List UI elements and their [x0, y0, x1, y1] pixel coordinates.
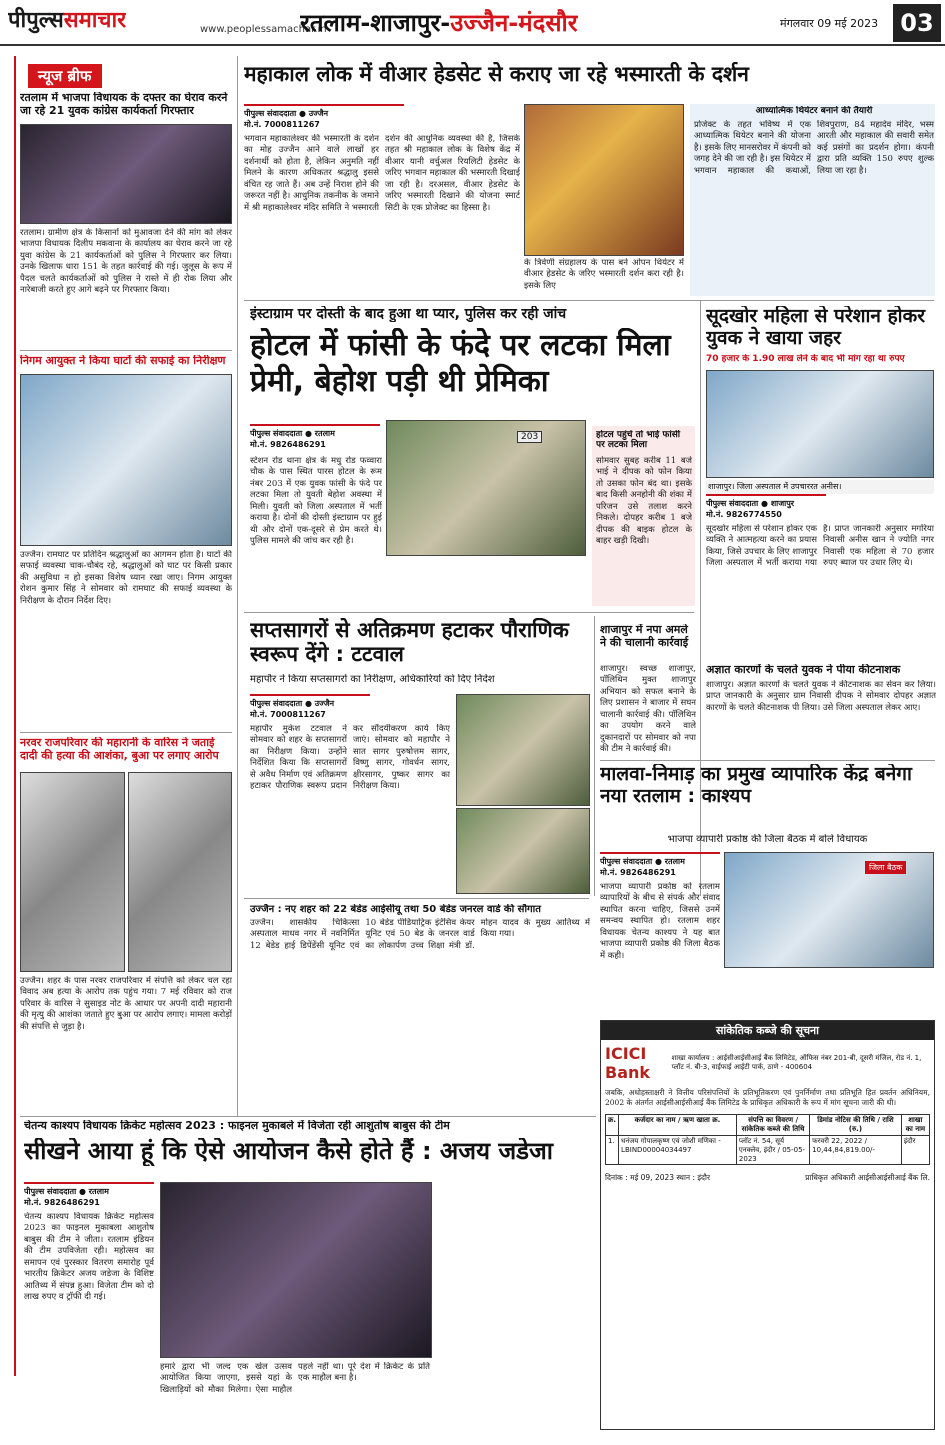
encroach-photo-1 [456, 694, 590, 806]
legal-notice [600, 1020, 935, 1430]
hotel-kicker: इंस्टाग्राम पर दोस्ती के बाद हुआ था प्यार, पुलिस कर रही जांच [250, 306, 567, 322]
malwa-byline [600, 852, 720, 878]
brief-caption-2: उज्जैन। रामघाट पर प्रतिदिन श्रद्धालुओं का आगमन होता है। घाटों की सफाई व्यवस्था चाक-चौबंद रहे, श्रद्धालुओं को घाट पर किसी प्रकार की असुविधा न हो इसका विशेष ध्यान रखा जाए। निगम आयुक्त रोशन कुमार सिंह ने सोमवार को रामघाट की सफाई व्यवस्था के निरीक्षण के दौरान निर्देश दिए। [20, 550, 232, 606]
byline-phone: मो.नं. 7000811267 [250, 710, 326, 719]
hotel-photo [386, 420, 586, 556]
cricket-body: चेतन्य काश्यप विधायक क्रिकेट महोत्सव 2023 का फाइनल मुकाबला आशुतोष बाबुस की टीम ने जीता। रतलाम इंडियन की टीम उपविजेता रही। महोत्सव का समापन एवं पुरस्कार वितरण समारोह पूर्व भारतीय क्रिकेटर अजय जडेजा के विशिष्ट आतिथ्य में संपन्न हुआ। विजेता टीम को दो लाख रुपए व ट्रॉफी दी गई। [24, 1212, 154, 1303]
brief-caption-3: उज्जैन। शहर के पास नरवर राजपरिवार में संपत्ति को लेकर चल रहा विवाद अब हत्या के आरोप तक पहुंच गया। 7 मई रविवार को राज परिवार के वारिस ने सुसाइड नोट के आधार पर अपनी दादी महारानी की मृत्यु की आशंका जताते हुए बुआ पर आरोप लगाए। मामला करोड़ों की संपत्ति से जुड़ा है। [20, 976, 232, 1032]
notice-col-header: कर्जदार का नाम / ऋण खाता क्र. [619, 1115, 737, 1136]
encroach-sub: महापौर ने किया सप्तसागरों का निरीक्षण, अधिकारियों को दिए निर्देश [250, 674, 495, 685]
notice-cell: इंदौर [901, 1136, 929, 1165]
moneylender-sub: 70 हजार के 1.90 लाख लेने के बाद भी मांग रहा था रुपए [706, 354, 905, 364]
notice-signoff: प्राधिकृत अधिकारी आईसीआईसीआई बैंक लि. [805, 1173, 930, 1183]
divider [20, 1116, 596, 1117]
brief-photo-1 [20, 124, 232, 224]
table-row [606, 1136, 930, 1165]
edition-regions [300, 6, 578, 39]
byline-text: पीपुल्स संवाददाता ● रतलाम [600, 857, 685, 866]
top-story-caption: के त्रिवेणी संग्रहालय के पास बने ओपन थियेटर में वीआर हेडसेट के जरिए भस्मारती दर्शन करा रही है। इसके लिए [524, 258, 684, 291]
logo-accent-text: समाचार [63, 8, 127, 33]
byline-phone: मो.नं. 9826486291 [600, 868, 676, 877]
moneylender-photo-caption: शाजापुर। जिला अस्पताल में उपचाररत अनीस। [706, 480, 934, 494]
malwa-photo [724, 852, 934, 968]
byline-phone: मो.नं. 9826486291 [250, 440, 326, 449]
icici-bank-logo: ICICI Bank [605, 1044, 651, 1082]
column-rule [594, 616, 595, 896]
side-box-headline: आध्यात्मिक थियेटर बनाने की तैयारी [755, 106, 873, 116]
side-box-body: प्रोजेक्ट के तहत भविष्य में एक आध्यात्मिक थियेटर बनाने की योजना है। इसके लिए मानसरोवर में कंपनी को जगह देने की जा रही है। इस थियेटर में भगवान महाकाल की कथाओं, शिवपुराण, 84 महादेव मंदिर, भस्म आरती और महाकाल की सवारी समेत कई प्रसंगों का प्रदर्शन होगा। कंपनी द्वारा प्रति व्यक्ति 150 रुपए शुल्क लिया जा रहा है। [694, 120, 934, 176]
divider [600, 760, 935, 761]
divider [20, 732, 232, 733]
top-story-photo [524, 104, 684, 256]
notice-cell: धनंजय गोपालकृष्ण एवं जोशी मणिका - LBIND00004034497 [619, 1136, 737, 1165]
logo-main-text: पीपुल्स [8, 8, 64, 33]
column-rule [700, 300, 701, 660]
hotel-byline [250, 424, 380, 450]
hotel-inset-headline: होटल पहुंचे तो भाई फांसी पर लटका मिला [596, 430, 681, 451]
byline-text: पीपुल्स संवाददाता ● रतलाम [24, 1187, 109, 1196]
moneylender-body: सूदखोर महिला से परेशान होकर एक व्यक्ति ने आत्महत्या करने का प्रयास किया, जिसे उपचार के लिए शाजापुर जिला अस्पताल में भर्ती कराया गया है। प्राप्त जानकारी अनुसार मगरिया निवासी अनीस खान ने ज्योति नगर निवासी एक महिला से 70 हजार रुपए ब्याज पर उधार लिए थे। [706, 524, 934, 569]
hotel-body: स्टेशन रोड थाना क्षेत्र के मधु रोड फव्वारा चौक के पास स्थित पारस होटल के रूम नंबर 203 में एक युवक फांसी के फंदे पर लटका मिला तो युवती बेहोश अवस्था में मिली। युवती को जिला अस्पताल में भर्ती कराया है। दोनों की दोस्ती इंस्टाग्राम पर हुई थी और दोनों एक-दूसरे से प्रेम करते थे। पुलिस मामले की जांच कर रही है। [250, 456, 382, 547]
brief-photo-2 [20, 374, 232, 546]
encroach-photo-2 [456, 808, 590, 894]
poison-headline[interactable]: अज्ञात कारणों के चलते युवक ने पीया कीटनाशक [706, 664, 901, 676]
cricket-kicker: चेतन्य काश्यप विधायक क्रिकेट महोत्सव 2023 : फाइनल मुकाबले में विजेता रही आशुतोष बाबुस की टीम [24, 1120, 450, 1132]
notice-col-header: क्र. [606, 1115, 619, 1136]
notice-cell: प्लॉट नं. 54, सूर्य एनक्लेव, इंदौर / 05-05-2023 [736, 1136, 809, 1165]
byline-phone: मो.नं. 7000811267 [244, 120, 320, 129]
brief-red-rule [14, 56, 16, 1376]
hospital-body: उज्जैन। शासकीय चिकित्सा अस्पताल माधव नगर में नवनिर्मित 12 बेडेड हाई डिपेंडेंसी यूनिट एवं 10 बेडेड पीडियाट्रिक इंटेंसिव केयर यूनिट एवं 50 बेड के जनरल वार्ड का लोकार्पण उच्च शिक्षा मंत्री डॉ. मोहन यादव के मुख्य आतिथ्य में किया गया। [250, 918, 590, 951]
hotel-headline[interactable]: होटल में फांसी के फंदे पर लटका मिला प्रेमी, बेहोश पड़ी थी प्रेमिका [250, 328, 671, 399]
malwa-sub: भाजपा व्यापारी प्रकोष्ठ की जिला बैठक में बोले विधायक [667, 834, 868, 845]
page-number: 03 [893, 4, 941, 42]
byline-text: पीपुल्स संवाददाता ● उज्जैन [250, 699, 335, 708]
moneylender-photo [706, 370, 934, 478]
notice-office: शाखा कार्यालय : आईसीआईसीआई बैंक लिमिटेड, ऑफिस नंबर 201-बी, दूसरी मंजिल, रोड नं. 1, प्लॉट नं. बी-3, वाईफाई आईटी पार्क, ठाणे - 400604 [671, 1053, 922, 1071]
notice-text: जबकि, अधोहस्ताक्षरी ने वित्तीय परिसंपत्तियों के प्रतिभूतिकरण एवं पुनर्निर्माण तथा प्रतिभूति हित प्रवर्तन अधिनियम, 2002 के अंतर्गत आईसीआईसीआई बैंक लिमिटेड के प्राधिकृत अधिकारी के रूप में मांग सूचना जारी की थी। [605, 1088, 930, 1108]
notice-col-header: संपत्ति का विवरण / सांकेतिक कब्जे की तिथि [736, 1115, 809, 1136]
cricket-body-2: हमारे द्वारा भी जल्द एक खेल उत्सव आयोजित किया जाएगा, इससे यहां के खिलाड़ियों को मौका मिलेगा। ऐसा माहौल पहले नहीं था। पूरे देश में क्रिकेट के प्रति एक माहौल बना है। [160, 1362, 430, 1395]
encroach-body: महापौर मुकेश टटवाल ने सोमवार को शहर के सप्तसागरों का निरीक्षण किया। उन्होंने निर्देशित किया कि सप्तसागरों से अवैध निर्माण एवं अतिक्रमण हटाकर पौराणिक स्वरूप प्रदान कर सौंदर्यीकरण कार्य किए जाएं। सोमवार को महापौर ने सात सागर पुरुषोत्तम सागर, विष्णु सागर, गोवर्धन सागर, क्षीरसागर, पुष्कर सागर का निरीक्षण किया। [250, 724, 450, 792]
byline-text: पीपुल्स संवाददाता ● उज्जैन [244, 109, 329, 118]
hospital-headline[interactable]: उज्जैन : नए शहर को 22 बेडेड आईसीयू तथा 50 बेडेड जनरल वार्ड की सौगात [250, 904, 541, 915]
notice-title: सांकेतिक कब्जे की सूचना [601, 1021, 934, 1040]
column-rule [237, 56, 238, 1116]
encroach-byline [250, 694, 370, 720]
meeting-banner: जिला बैठक [865, 861, 906, 874]
issue-date: मंगलवार 09 मई 2023 [780, 17, 879, 30]
brief-headline-1[interactable]: रतलाम में भाजपा विधायक के दफ्तर का घेराव करने जा रहे 21 युवक कांग्रेस कार्यकर्ता गिरफ्तार [20, 92, 228, 117]
brief-body-1: रतलाम। ग्रामीण क्षेत्र के किसानों को मुआवजा देने की मांग को लेकर भाजपा विधायक दिलीप मकवाना के कार्यालय का घेराव करने जा रहे युवा कांग्रेस के 21 कार्यकर्ताओं को पुलिस ने गिरफ्तार कर लिया। उनके खिलाफ धारा 151 के तहत कार्रवाई की गई। जुलूस के रूप में पैदल चलते कार्यकर्ताओं को पुलिस ने रास्ते में ही रोक लिया और नारेबाजी करते हुए आगे बढ़ने पर गिरफ्तार किया। [20, 228, 232, 296]
poison-body: शाजापुर। अज्ञात कारणों के चलते युवक ने कीटनाशक का सेवन कर लिया। प्राप्त जानकारी के अनुसार ग्राम निवासी दीपक ने सोमवार दोपहर अज्ञात कारणों के चलते कीटनाशक पी लिया। उसे जिला अस्पताल लेकर आए। [706, 680, 936, 713]
door-number-label: 203 [517, 431, 542, 443]
divider [244, 612, 694, 613]
top-story-headline[interactable]: महाकाल लोक में वीआर हेडसेट से कराए जा रहे भस्मारती के दर्शन [244, 62, 749, 86]
divider [244, 300, 934, 301]
brief-photo-3a [20, 772, 125, 972]
shajapur-body: शाजापुर। स्वच्छ शाजापुर, पॉलिथिन मुक्त शाजापुर अभियान को सफल बनाने के लिए प्रशासन ने बाजार में सघन चालानी कार्रवाई की। पॉलिथिन का उपयोग करने वाले दुकानदारों पर सोमवार को नपा की टीम ने कार्रवाई की। [600, 664, 696, 755]
brief-headline-2[interactable]: निगम आयुक्त ने किया घाटों की सफाई का निरीक्षण [20, 355, 226, 367]
divider [244, 898, 589, 899]
notice-cell: 1. [606, 1136, 619, 1165]
byline-text: पीपुल्स संवाददाता ● रतलाम [250, 429, 335, 438]
shajapur-headline[interactable]: शाजापुर में नपा अमले ने की चालानी कार्रवाई [600, 624, 689, 649]
byline-text: पीपुल्स संवाददाता ● शाजापुर [706, 499, 795, 508]
encroach-headline[interactable]: सप्तसागरों से अतिक्रमण हटाकर पौराणिक स्वरूप देंगे : टटवाल [250, 618, 569, 667]
brief-photo-3b [128, 772, 232, 972]
malwa-body: भाजपा व्यापारी प्रकोष्ठ को रतलाम व्यापारियों के बीच से संपर्क और संवाद स्थापित करना चाहिए, जिससे उनमें समन्वय स्थापित हो। रतलाम शहर विधायक चेतन्य काश्यप ने यह बात भाजपा व्यापारी प्रकोष्ठ की जिला बैठक में कही। [600, 882, 720, 961]
cricket-headline[interactable]: सीखने आया हूं कि ऐसे आयोजन कैसे होते हैं : अजय जडेजा [24, 1138, 554, 1165]
notice-col-header: डिमांड नोटिस की तिथि / राशि (रु.) [810, 1115, 902, 1136]
cricket-byline [24, 1182, 154, 1208]
region-a: रतलाम-शाजापुर- [300, 9, 451, 37]
brief-headline-3[interactable]: नरवर राजपरिवार की महारानी के वारिस ने जताई दादी की हत्या की आशंका, बुआ पर लगाए आरोप [20, 737, 219, 762]
top-story-byline [244, 104, 404, 130]
moneylender-headline[interactable]: सूदखोर महिला से परेशान होकर युवक ने खाया जहर [706, 306, 925, 349]
notice-cell: फरवरी 22, 2022 / 10,44,84,819.00/- [810, 1136, 902, 1165]
byline-phone: मो.नं. 9826774550 [706, 510, 782, 519]
cricket-photo [160, 1182, 432, 1358]
byline-phone: मो.नं. 9826486291 [24, 1198, 100, 1207]
notice-date-place: दिनांक : मई 09, 2023 स्थान : इंदौर [605, 1173, 711, 1183]
divider [20, 350, 232, 351]
hotel-inset-body: सोमवार सुबह करीब 11 बजे भाई ने दीपक को फोन किया तो उसका फोन बंद था। इसके बाद किसी अनहोनी की शंका में परिजन उसे तलाश करने निकले। दोपहर करीब 1 बजे दीपक की बाइक होटल के बाहर खड़ी दिखी। [596, 456, 692, 547]
region-b: उज्जैन-मंदसौर [450, 9, 578, 37]
hotel-body-continued [386, 560, 586, 606]
website-link[interactable]: www.peoplessamachar.in [200, 24, 327, 35]
notice-col-header: शाखा का नाम [901, 1115, 929, 1136]
moneylender-byline [706, 494, 826, 520]
news-brief-tag: न्यूज ब्रीफ [28, 64, 102, 88]
cricket-body-continued [436, 1182, 594, 1432]
top-story-body: भगवान महाकालेश्वर की भस्मारती के दर्शन का मोह उज्जैन आने वाले लाखों हर दर्शनार्थी को होता है, लेकिन अनुमति नहीं मिलने के कारण अधिकतर श्रद्धालु इससे वंचित रह जाते हैं। अब उन्हें निराश होने की जरूरत नहीं है। आधुनिक तकनीक के जमाने में श्री महाकालेश्वर मंदिर समिति ने भस्मारती दर्शन की आधुनिक व्यवस्था की है, जिसके तहत श्री महाकाल लोक के विशेष केंद्र में वीआर यानी वर्चुअल रियलिटी हेडसेट के जरिए भगवान महाकाल की भस्मारती दिखाई जा रही है। दरअसल, वीआर हेडसेट के जरिए भस्मारती दिखाने की योजना स्मार्ट सिटी के एक प्रोजेक्ट का हिस्सा है। [244, 134, 520, 213]
malwa-headline[interactable]: मालवा-निमाड़ का प्रमुख व्यापारिक केंद्र बनेगा नया रतलाम : काश्यप [600, 764, 912, 807]
malwa-body-continued [724, 970, 934, 1014]
notice-table [605, 1114, 930, 1165]
newspaper-logo [8, 4, 126, 34]
masthead [0, 0, 945, 46]
